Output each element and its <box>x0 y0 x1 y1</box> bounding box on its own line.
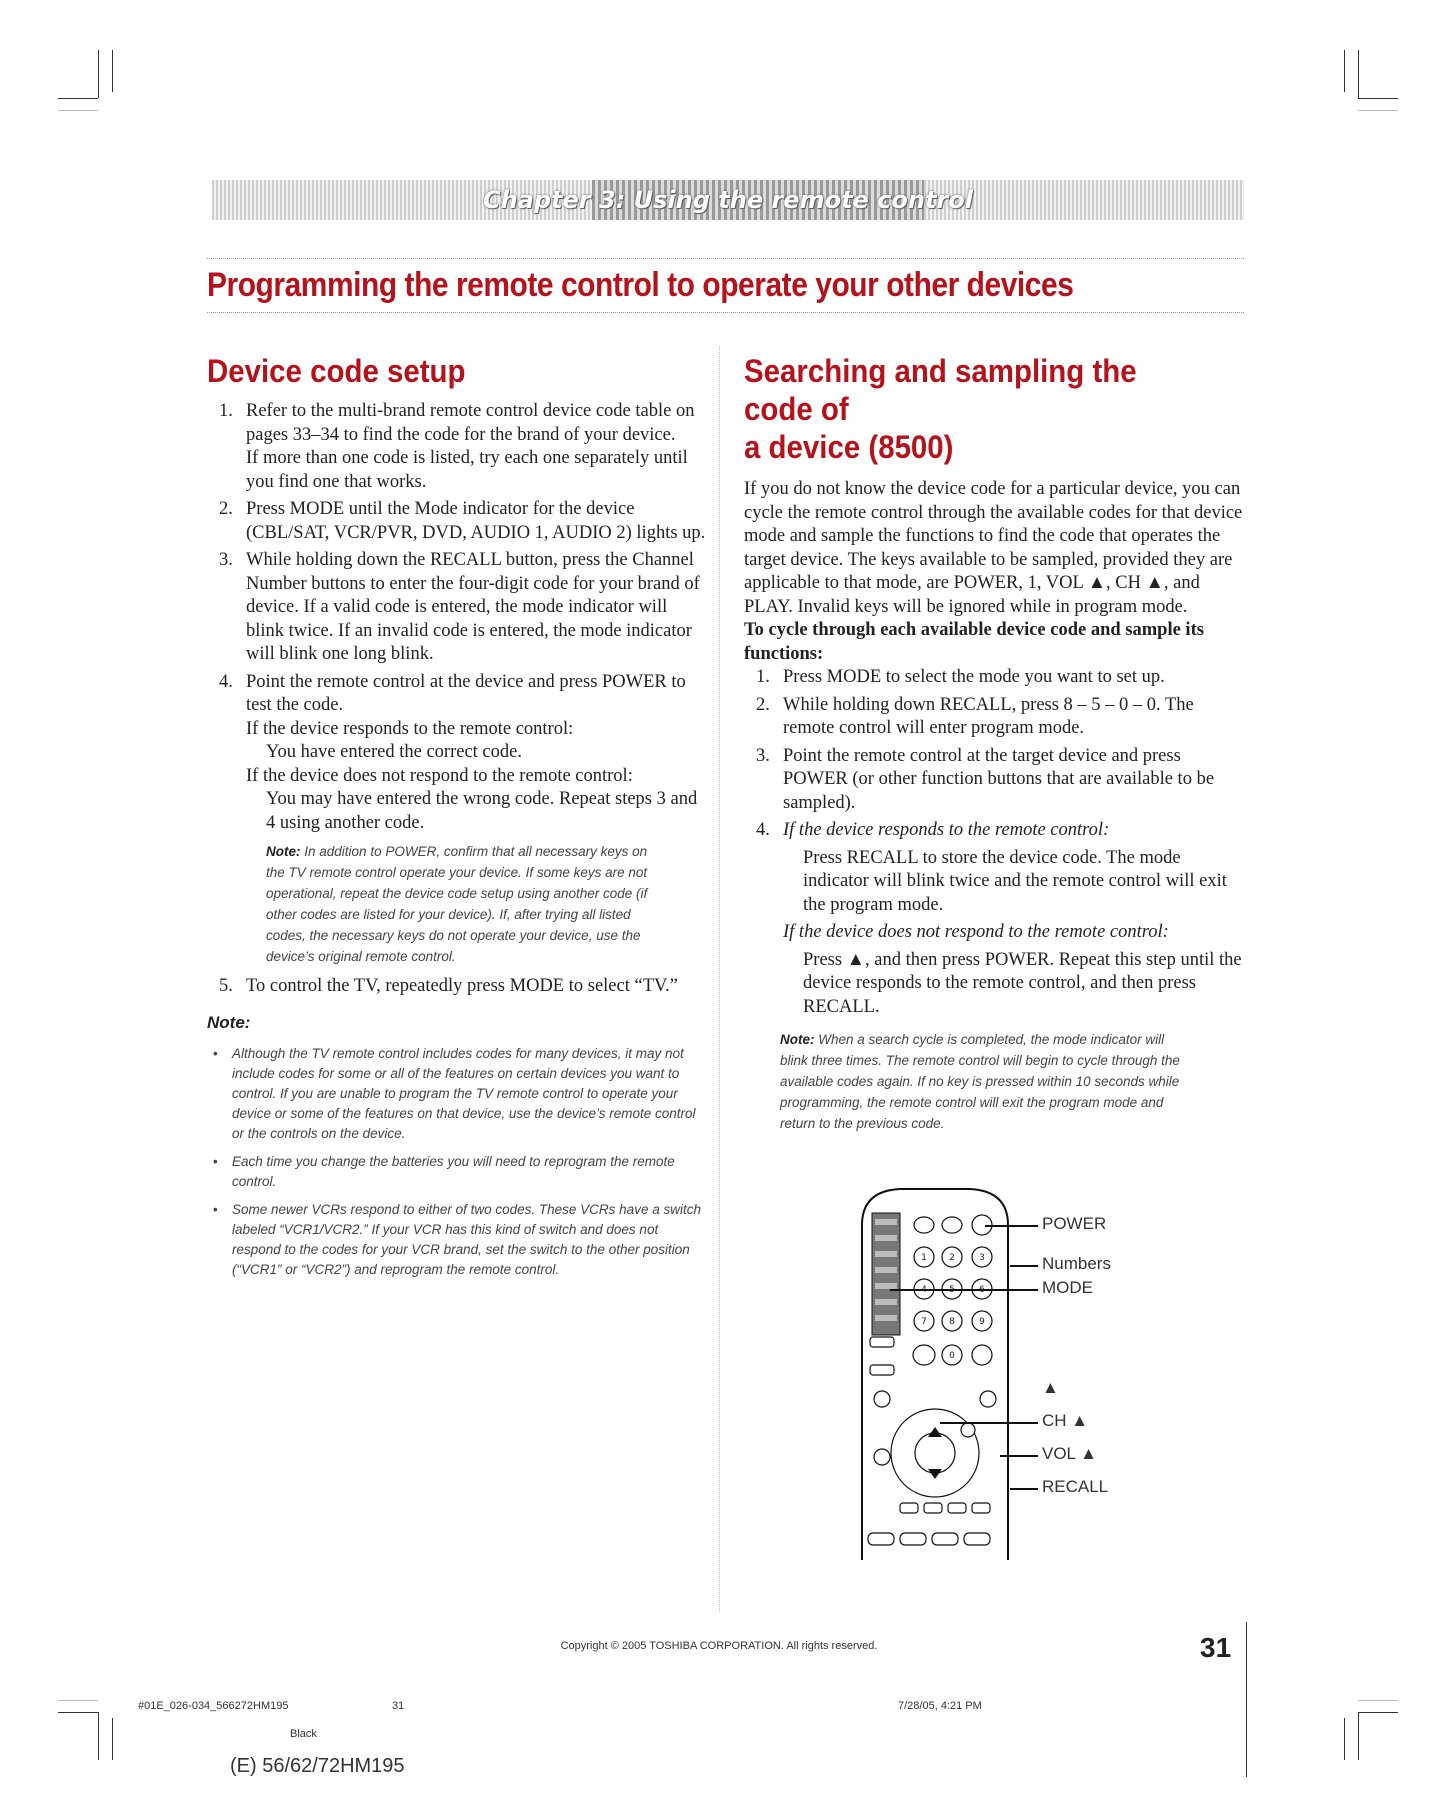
crop-mark <box>58 98 98 99</box>
label-up-arrow: ▲ <box>1042 1378 1059 1397</box>
crop-mark <box>1344 1718 1345 1760</box>
slug-date: 7/28/05, 4:21 PM <box>898 1700 982 1712</box>
list-item: 2. Press MODE until the Mode indicator for the device (CBL/SAT, VCR/PVR, DVD, AUDIO 1, AUDIO 2) lights up. <box>219 499 706 543</box>
crop-mark <box>58 1712 98 1713</box>
remote-control-illustration <box>860 1185 1010 1560</box>
title-rule-top <box>207 258 1244 259</box>
label-mode: MODE <box>1042 1278 1093 1297</box>
chapter-title: Chapter 3: Using the remote control <box>482 186 974 214</box>
label-recall: RECALL <box>1042 1477 1109 1496</box>
svg-text:8: 8 <box>949 1317 955 1327</box>
search-steps <box>756 666 1244 1019</box>
list-item: 1. Refer to the multi-brand remote control device code table on pages 33–34 to find the code for the brand of your device. If more than one code is listed, try each one separately until you find one that works. <box>219 401 695 492</box>
svg-text:1: 1 <box>921 1253 927 1263</box>
label-numbers: Numbers <box>1042 1254 1111 1273</box>
callout-line <box>1000 1455 1038 1457</box>
list-item: 4. If the device responds to the remote control: Press RECALL to store the device code. The mode indicator will blink twice and the remote control will exit the program mode. If the device does not respond to the remote control: Press ▲, and then press POWER. Repeat this step until the device responds to the remote control, and then press RECALL. <box>756 820 1242 1017</box>
callout-line <box>1010 1488 1038 1490</box>
page-number: 31 <box>1200 1632 1232 1663</box>
crop-mark <box>1358 50 1359 98</box>
list-item: 2. While holding down RECALL, press 8 – 5 – 0 – 0. The remote control will enter program mode. <box>756 694 1194 738</box>
label-ch-up: CH ▲ <box>1042 1411 1089 1430</box>
callout-line <box>985 1225 1038 1227</box>
note: Note: When a search cycle is completed, the mode indicator will blink three times. The remote control will begin to cycle through the available codes again. If no key is pressed within 10 seconds while programming, the remote control will exit the program mode and return to the previous code. <box>780 1032 1180 1131</box>
search-sample-heading: Searching and sampling the code of a device (8500) <box>744 353 1137 465</box>
note: Note: In addition to POWER, confirm that all necessary keys on the TV remote control operate your device. If some keys are not operational, repeat the device code setup using another code (if other codes are listed for your device). If, after trying all listed codes, the necessary keys do not operate your device, use the device’s original remote control. <box>266 844 648 964</box>
svg-text:9: 9 <box>979 1317 985 1327</box>
crop-mark <box>98 1712 99 1760</box>
callout-line <box>890 1289 1038 1291</box>
copyright: Copyright © 2005 TOSHIBA CORPORATION. All rights reserved. <box>560 1640 878 1652</box>
slug-color: Black <box>290 1728 317 1740</box>
callout-line <box>940 1422 1038 1424</box>
chapter-banner <box>212 180 1244 220</box>
cycle-lead: To cycle through each available device code and sample its functions: <box>744 620 1204 664</box>
column-divider <box>719 346 720 1611</box>
device-code-setup-heading: Device code setup <box>207 353 466 389</box>
svg-text:3: 3 <box>979 1253 985 1263</box>
title-rule-bottom <box>207 312 1244 313</box>
crop-mark <box>112 1718 113 1760</box>
crop-mark <box>1344 50 1345 92</box>
list-item: • Although the TV remote control includes codes for many devices, it may not include codes for some or all of the features on certain devices you want to control. If you are unable to program the TV remote control to operate your device or some of the features on that device, use the device’s remote control or the controls on the device. <box>213 1046 696 1141</box>
svg-text:7: 7 <box>921 1317 927 1327</box>
list-item: 5. To control the TV, repeatedly press MODE to select “TV.” <box>219 976 678 996</box>
intro-paragraph: If you do not know the device code for a particular device, you can cycle the remote control through the available codes for that device mode and sample the functions to find the code that operates the target device. The keys available to be sampled, provided they are applicable to that mode, are POWER, 1, VOL ▲, CH ▲, and PLAY. Invalid keys will be ignored while in program mode. <box>744 479 1243 617</box>
list-item: 3. Point the remote control at the target device and press POWER (or other function buttons that are available to be sampled). <box>756 745 1215 813</box>
crop-mark <box>58 110 98 111</box>
svg-text:2: 2 <box>949 1253 955 1263</box>
list-item: 3. While holding down the RECALL button, press the Channel Number buttons to enter the four-digit code for your brand of device. If a valid code is entered, the mode indicator will blink twice. If an invalid code is entered, the mode indicator will blink one long blink. <box>219 550 700 664</box>
setup-steps <box>219 400 707 999</box>
crop-mark <box>1358 1700 1398 1701</box>
crop-mark <box>1358 1712 1398 1713</box>
crop-mark <box>1358 1712 1359 1760</box>
notes-heading: Note: <box>207 1012 251 1032</box>
left-column <box>207 352 707 1288</box>
list-item: 1. Press MODE to select the mode you want to set up. <box>756 667 1165 687</box>
crop-mark <box>1358 110 1398 111</box>
list-item: • Some newer VCRs respond to either of two codes. These VCRs have a switch labeled “VCR1/VCR2.” If your VCR has this kind of switch and does not respond to the codes for your VCR brand, set the switch to the other position (“VCR1” or “VCR2”) and reprogram the remote control. <box>213 1202 701 1277</box>
crop-mark <box>112 50 113 92</box>
right-column <box>744 352 1244 1134</box>
label-vol-up: VOL ▲ <box>1042 1444 1097 1463</box>
model-number: (E) 56/62/72HM195 <box>230 1755 405 1777</box>
svg-text:0: 0 <box>949 1351 955 1361</box>
notes-list <box>207 1044 707 1280</box>
label-power: POWER <box>1042 1214 1107 1233</box>
crop-mark <box>98 50 99 98</box>
crop-mark <box>58 1700 98 1701</box>
list-item: 4. Point the remote control at the device and press POWER to test the code. If the device responds to the remote control: You have entered the correct code. If the device does not respond to the remote control: You may have entered the wrong code. Repeat steps 3 and 4 using another code. Note: In addition to POWER, confirm that all necessary keys on the TV remote control operate your device. If some keys are not operational, repeat the device code setup using another code (if other codes are listed for your device). If, after trying all listed codes, the necessary keys do not operate your device, use the device’s original remote control. <box>219 671 707 968</box>
crop-mark <box>1358 98 1398 99</box>
page-title: Programming the remote control to operate your other devices <box>207 266 1074 304</box>
slug-page: 31 <box>392 1700 405 1712</box>
list-item: • Each time you change the batteries you will need to reprogram the remote control. <box>213 1154 675 1189</box>
slug-filename: #01E_026-034_566272HM195 <box>138 1700 289 1712</box>
callout-line <box>1010 1265 1038 1267</box>
